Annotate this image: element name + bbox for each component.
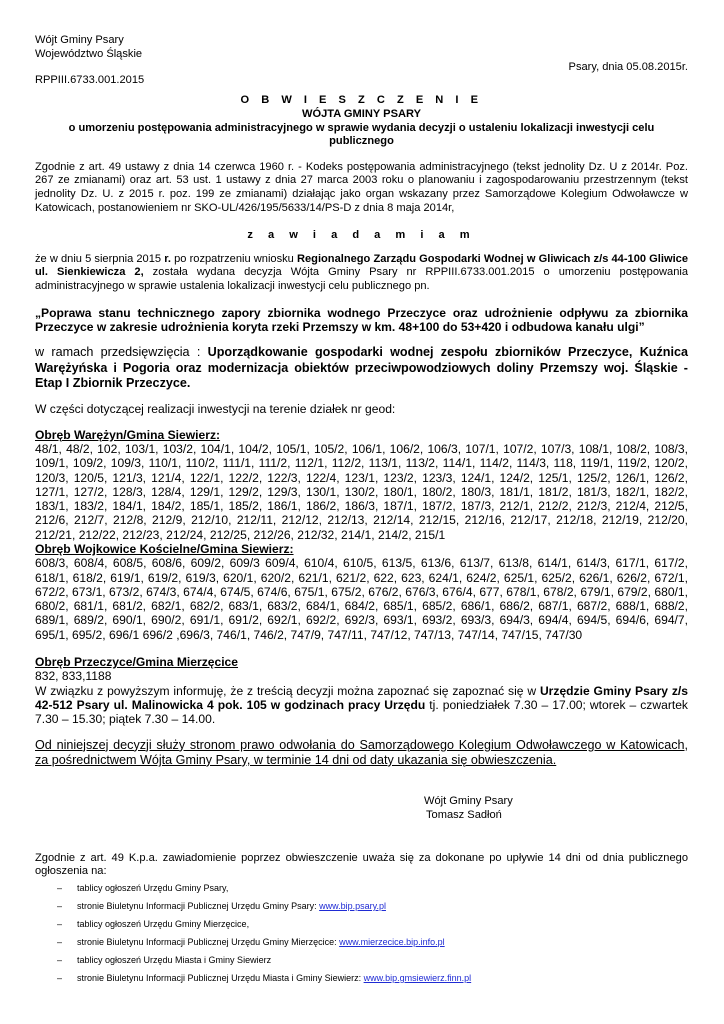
area-plots: 832, 833,1188 — [35, 669, 112, 684]
area-plots: 48/1, 48/2, 102, 103/1, 103/2, 104/1, 104/2, 105/1, 105/2, 106/1, 106/2, 106/3, 107/1, 107/2, 107/3, 108/1, 108/2, 108/3, 109/1, 109/2, 109/3, 110/1, 110/2, 111/1, 111/2, 112/1, 112/2, 113/1, 113/2, 114/1, 114/2, 114/3, 118, 119/1, 119/2, 120/2, 120/3, 120/5, 121/3, 121/4, 122/1, 122/2, 122/3, 122/4, 123/1, 123/2, 123/3, 124/1, 124/2, 125/1, 125/2, 126/1, 126/2, 127/1, 127/2, 128/3, 128/4, 129/1, 129/2, 129/3, 130/1, 130/2, 180/1, 180/2, 180/3, 181/1, 181/2, 181/3, 182/1, 182/2, 183/1, 183/2, 184/1, 184/2, 185/1, 185/2, 186/1, 186/2, 186/3, 187/1, 187/2, 187/3, 212/1, 212/2, 212/3, 212/4, 212/5, 212/6, 212/7, 212/8, 212/9, 212/10, 212/11, 212/12, 212/13, 212/14, 212/15, 212/16, 212/17, 212/18, 212/19, 212/20, 212/21, 212/22, 212/23, 212/24, 212/25, 212/26, 212/32, 214/1, 214/2, 215/1 — [35, 441, 688, 542]
region: Województwo Śląskie — [35, 47, 143, 60]
bip-mierzecice-link[interactable]: www.mierzecice.bip.info.pl — [339, 936, 445, 947]
notify-heading: z a w i a d a m i a m — [247, 229, 476, 242]
notify-paragraph — [35, 253, 688, 294]
area-plots: 608/3, 608/4, 608/5, 608/6, 609/2, 609/3 609/4, 610/4, 610/5, 613/5, 613/6, 613/7, 613/8, 614/1, 614/3, 617/1, 617/2, 618/1, 618/2, 619/1, 619/2, 619/3, 620/1, 620/2, 621/1, 621/2, 622, 623, 624/1, 624/2, 625/1, 625/2, 626/1, 626/2, 672/1, 672/2, 673/1, 673/2, 674/3, 674/4, 674/5, 674/6, 675/1, 675/2, 676/2, 676/3, 676/4, 677, 678/1, 678/2, 679/1, 679/2, 680/1, 680/2, 681/1, 681/2, 682/1, 682/2, 683/1, 683/2, 684/1, 684/2, 685/1, 685/2, 686/1, 686/2, 687/1, 687/2, 688/1, 688/2, 689/1, 689/2, 690/1, 690/2, 691/1, 691/2, 692/1, 692/2, 692/3, 693/1, 693/2, 693/3, 694/3, 694/4, 694/5, 694/6, 694/7, 695/1, 695/2, 696/1 696/2 ,696/3, 746/1, 746/2, 747/9, 747/11, 747/12, 747/13, 747/14, 747/15, 747/30 — [35, 556, 688, 642]
list-item: – stronie Biuletynu Informacji Publicznej Urzędu Miasta i Gminy Siewierz: www.bip.gmsiewierz.finn.pl — [57, 972, 472, 983]
program-paragraph — [35, 345, 688, 391]
program-prefix: w ramach przedsięwzięcia : — [35, 345, 208, 360]
title-block — [35, 94, 688, 148]
title-heading: O B W I E S Z C Z E N I E — [240, 94, 483, 107]
title-authority: WÓJTA GMINY PSARY — [302, 107, 421, 120]
project-title: „Poprawa stanu technicznego zapory zbiornika wodnego Przeczyce oraz udrożnienie odpływu za zbiornika Przeczyce w zakresie udrożnienia koryta rzeki Przemszy w km. 48+100 do 53+420 i odbudowa kanału ulgi” — [35, 305, 688, 334]
area-title: Obręb Warężyn/Gmina Siewierz: — [35, 427, 221, 442]
list-item: – stronie Biuletynu Informacji Publicznej Urzędu Gminy Mierzęcice: www.mierzecice.bip.info.pl — [57, 936, 445, 947]
list-item: – tablicy ogłoszeń Urzędu Gminy Psary, — [57, 882, 229, 893]
signature-block — [35, 795, 688, 822]
inform-text-a: W związku z powyższym informuję, że z treścią decyzji można zapoznać się zapoznać się w — [35, 683, 540, 698]
notify-text-b: została wydana decyzja Wójta Gminy Psary nr RPPIII.6733.001.2015 o umorzeniu postępowania administracyjnego w sprawie ustalenia lokalizacji inwestycji celu publicznego pn. — [35, 266, 689, 292]
list-item: – tablicy ogłoszeń Urzędu Gminy Mierzęcice, — [57, 918, 250, 929]
appeal-notice: Od niniejszej decyzji służy stronom prawo odwołania do Samorządowego Kolegium Odwoławczego w Katowicach, za pośrednictwem Wójta Gminy Psary, w terminie 14 dni od daty ukazania się obwieszczenia. — [35, 737, 688, 767]
signature-name: Tomasz Sadłoń — [426, 808, 502, 821]
list-item: – tablicy ogłoszeń Urzędu Miasta i Gminy Siewierz — [57, 954, 272, 965]
intro-paragraph: Zgodnie z art. 49 ustawy z dnia 14 czerwca 1960 r. - Kodeks postępowania administracyjnego (tekst jednolity Dz. U z 2014r. Poz. 267 ze zmianami) oraz art. 53 ust. 1 ustawy z dnia 27 marca 2003 roku o planowaniu i zagospodarowaniu przestrzennym (tekst jednolity Dz. U. z 2015 r. poz. 199 ze zmianami) działając jako organ wskazany przez Samorządowe Kolegium Odwoławcze w Katowicach, postanowieniem nr SKO-UL/426/195/5633/14/PS-D z dnia 8 maja 2014r, — [35, 160, 688, 214]
reference-number: RPPIII.6733.001.2015 — [35, 73, 145, 86]
office-address: Urzędzie Gminy Psary z/s 42-512 Psary ul. Malinowicka 4 pok. 105 w godzinach pracy Urzędu — [35, 683, 688, 712]
plot-areas — [35, 428, 688, 684]
inform-paragraph — [35, 684, 688, 727]
footer-intro: Zgodnie z art. 49 K.p.a. zawiadomienie poprzez obwieszczenie uważa się za dokonane po upływie 14 dni od dnia publicznego ogłoszenia na: — [35, 851, 688, 878]
bip-siewierz-link[interactable]: www.bip.gmsiewierz.finn.pl — [363, 972, 472, 983]
header — [35, 34, 688, 87]
title-subject: o umorzeniu postępowania administracyjnego w sprawie wydania decyzji o ustaleniu lokalizacji inwestycji celu publicznego — [68, 121, 655, 148]
applicant-name: Regionalnego Zarządu Gospodarki Wodnej w Gliwicach z/s 44-100 Gliwice ul. Sienkiewicza 2, — [35, 252, 689, 279]
area-title: Obręb Przeczyce/Gmina Mierzęcice — [35, 655, 239, 670]
place-date: Psary, dnia 05.08.2015r. — [568, 61, 688, 74]
notify-year-suffix: r. — [161, 252, 171, 265]
program-name: Uporządkowanie gospodarki wodnej zespołu zbiorników Przeczyce, Kuźnica Warężyńska i Pogoria oraz modernizacja obiektów przeciwpowodziowych doliny Przemszy woj. Śląskie - Etap I Zbiornik Przeczyce. — [35, 345, 688, 390]
notify-text-a: po rozpatrzeniu wniosku — [170, 252, 297, 265]
area-title: Obręb Wojkowice Kościelne/Gmina Siewierz: — [35, 541, 294, 556]
authority: Wójt Gminy Psary — [35, 34, 124, 46]
signature-title: Wójt Gminy Psary — [424, 795, 513, 808]
bip-psary-link[interactable]: www.bip.psary.pl — [319, 900, 386, 911]
publication-list — [35, 883, 688, 991]
list-item: – stronie Biuletynu Informacji Publicznej Urzędu Gminy Psary: www.bip.psary.pl — [57, 900, 386, 911]
office-hours: tj. poniedziałek 7.30 – 17.00; wtorek – czwartek 7.30 – 15.30; piątek 7.30 – 14.00. — [35, 697, 688, 727]
plots-intro: W części dotyczącej realizacji inwestycji na terenie działek nr geod: — [35, 402, 396, 417]
notify-date: że w dniu 5 sierpnia 2015 — [35, 252, 162, 265]
